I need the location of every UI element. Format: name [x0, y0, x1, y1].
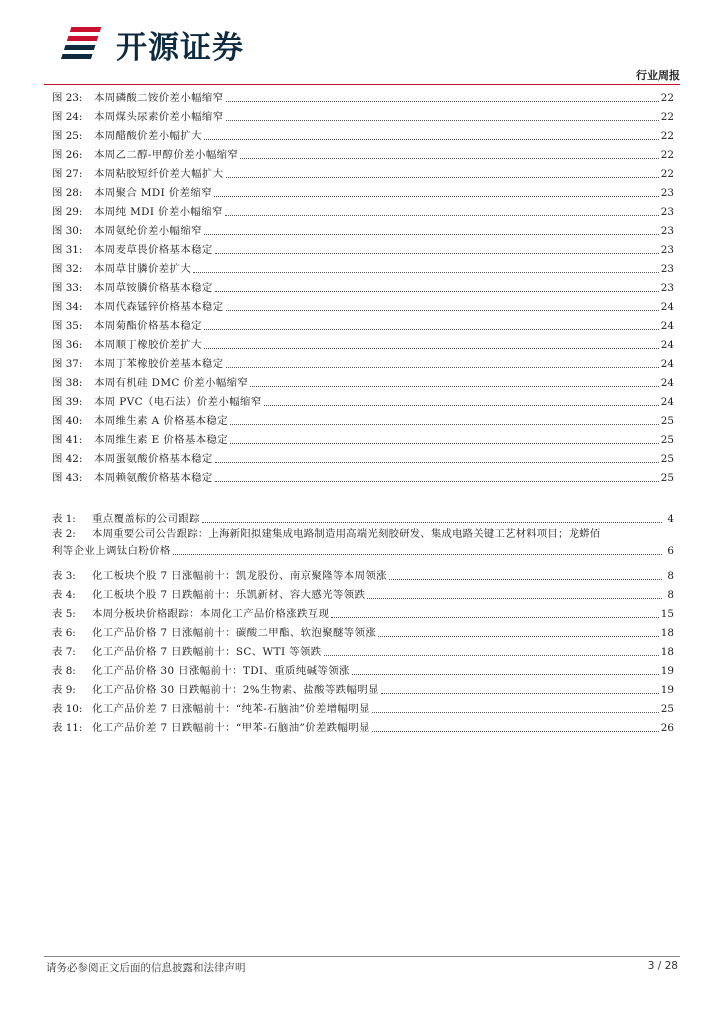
figure-label: 图 23: [52, 92, 83, 104]
figure-label: 图 25: [52, 130, 83, 142]
dot-leader [381, 693, 659, 694]
figure-label: 图 39: [52, 396, 83, 408]
dot-leader [250, 386, 659, 387]
page-header [0, 0, 724, 90]
dot-leader [389, 579, 662, 580]
figure-label: 图 43: [52, 472, 83, 484]
table-title: 本周分板块价格跟踪：本周化工产品价格涨跌互现 [92, 608, 330, 620]
table-title: 化工产品价格 30 日涨幅前十：TDI、重质纯碱等领涨 [92, 665, 350, 677]
figure-page: 23 [660, 225, 674, 237]
toc-table-entry[interactable] [52, 566, 674, 583]
figure-page: 22 [660, 92, 674, 104]
figure-page: 22 [660, 111, 674, 123]
dot-leader [372, 712, 659, 713]
table-label: 表 11: [52, 722, 83, 734]
figure-label: 图 33: [52, 282, 83, 294]
brand-logo [60, 22, 244, 67]
figure-label: 图 29: [52, 206, 83, 218]
dot-leader [331, 617, 658, 618]
table-title: 化工产品价格 7 日涨幅前十：碳酸二甲酯、软泡聚醚等领涨 [92, 627, 377, 639]
dot-leader [214, 196, 659, 197]
toc-figure-entry[interactable] [52, 107, 674, 124]
table-page: 6 [667, 545, 674, 557]
figure-title: 本周草甘膦价差扩大 [94, 263, 192, 275]
table-label: 表 5: [52, 608, 76, 620]
dot-leader [204, 329, 659, 330]
header-divider [44, 84, 680, 85]
figure-page: 25 [660, 415, 674, 427]
toc-table-entry[interactable] [52, 699, 674, 716]
toc-figure-entry[interactable] [52, 259, 674, 276]
dot-leader [324, 655, 659, 656]
toc-figure-entry[interactable] [52, 126, 674, 143]
footer-page-number: 3 / 28 [647, 960, 678, 972]
figure-title: 本周聚合 MDI 价差缩窄 [94, 187, 213, 199]
dot-leader [230, 443, 659, 444]
figure-title: 本周维生素 A 价格基本稳定 [94, 415, 229, 427]
table-page: 25 [660, 703, 674, 715]
figure-title: 本周乙二醇-甲醇价差小幅缩窄 [94, 149, 239, 161]
table-label: 表 4: [52, 589, 76, 601]
table-page: 8 [667, 589, 674, 601]
figure-title: 本周顺丁橡胶价差扩大 [94, 339, 202, 351]
figure-label: 图 24: [52, 111, 83, 123]
figure-page: 22 [660, 168, 674, 180]
table-title-continued: 利等企业上调钛白粉价格 [52, 545, 171, 557]
figure-title: 本周粘胶短纤价差大幅扩大 [94, 168, 224, 180]
table-page: 26 [660, 722, 674, 734]
dot-leader [367, 598, 662, 599]
dot-leader [215, 481, 659, 482]
table-title: 重点覆盖标的公司跟踪 [92, 513, 200, 525]
figure-label: 图 28: [52, 187, 83, 199]
kaiyuan-logo-icon [60, 25, 110, 65]
figure-page: 23 [660, 282, 674, 294]
figure-page: 23 [660, 206, 674, 218]
dot-leader [215, 462, 659, 463]
dot-leader [240, 158, 659, 159]
dot-leader [226, 120, 659, 121]
report-type: 行业周报 [636, 69, 680, 82]
figure-title: 本周氨纶价差小幅缩窄 [94, 225, 202, 237]
figure-label: 图 38: [52, 377, 83, 389]
dot-leader [226, 367, 659, 368]
figure-label: 图 40: [52, 415, 83, 427]
toc-figure-entry[interactable] [52, 164, 674, 181]
figure-page: 23 [660, 187, 674, 199]
figure-page: 24 [660, 301, 674, 313]
table-page: 19 [660, 665, 674, 677]
figure-page: 25 [660, 453, 674, 465]
toc-figure-entry[interactable] [52, 468, 674, 485]
figure-page: 25 [660, 472, 674, 484]
dot-leader [204, 348, 659, 349]
figure-title: 本周有机硅 DMC 价差小幅缩窄 [94, 377, 249, 389]
toc-figure-entry[interactable] [52, 354, 674, 371]
figure-title: 本周蛋氨酸价格基本稳定 [94, 453, 213, 465]
toc-figure-entry[interactable] [52, 297, 674, 314]
figure-title: 本周麦草畏价格基本稳定 [94, 244, 213, 256]
toc-figure-entry[interactable] [52, 88, 674, 105]
table-label: 表 6: [52, 627, 76, 639]
dot-leader [204, 139, 659, 140]
table-label: 表 10: [52, 703, 83, 715]
figure-title: 本周磷酸二铵价差小幅缩窄 [94, 92, 224, 104]
dot-leader [230, 424, 659, 425]
table-page: 4 [667, 513, 674, 525]
figure-title: 本周维生素 E 价格基本稳定 [94, 434, 229, 446]
figure-title: 本周草铵膦价格基本稳定 [94, 282, 213, 294]
figure-label: 图 32: [52, 263, 83, 275]
table-label: 表 7: [52, 646, 76, 658]
figure-label: 图 35: [52, 320, 83, 332]
figure-title: 本周菊酯价格基本稳定 [94, 320, 202, 332]
dot-leader [225, 215, 659, 216]
footer-divider [44, 956, 680, 957]
figure-label: 图 41: [52, 434, 83, 446]
figure-title: 本周煤头尿素价差小幅缩窄 [94, 111, 224, 123]
table-label: 表 2: [52, 528, 76, 540]
figure-page: 24 [660, 396, 674, 408]
table-label: 表 8: [52, 665, 76, 677]
dot-leader [193, 272, 659, 273]
table-title: 化工产品价格 7 日跌幅前十：SC、WTI 等领跌 [92, 646, 322, 658]
toc-table-entry[interactable] [52, 661, 674, 678]
figure-label: 图 26: [52, 149, 83, 161]
figure-page: 24 [660, 320, 674, 332]
toc-table-entry[interactable] [52, 718, 674, 735]
toc-table-entry[interactable] [52, 509, 674, 526]
dot-leader [202, 522, 662, 523]
table-page: 19 [660, 684, 674, 696]
figure-label: 图 27: [52, 168, 83, 180]
figure-label: 图 36: [52, 339, 83, 351]
table-page: 8 [667, 570, 674, 582]
table-title: 化工产品价格 30 日跌幅前十：2%生物素、盐酸等跌幅明显 [92, 684, 379, 696]
dot-leader [215, 291, 659, 292]
toc-table-entry[interactable] [52, 604, 674, 621]
figure-title: 本周醋酸价差小幅扩大 [94, 130, 202, 142]
toc-table-entry[interactable] [52, 528, 674, 558]
dot-leader [372, 731, 659, 732]
figure-page: 22 [660, 149, 674, 161]
dot-leader [264, 405, 659, 406]
toc-figure-entry[interactable] [52, 392, 674, 409]
dot-leader [352, 674, 659, 675]
figure-page: 23 [660, 244, 674, 256]
figure-page: 22 [660, 130, 674, 142]
figure-label: 图 30: [52, 225, 83, 237]
brand-name: 开源证券 [116, 30, 244, 66]
figure-label: 图 42: [52, 453, 83, 465]
toc-table-entry[interactable] [52, 623, 674, 640]
table-title: 化工产品价差 7 日跌幅前十：“甲苯-石脑油”价差跌幅明显 [92, 722, 370, 734]
figure-label: 图 31: [52, 244, 83, 256]
dot-leader [226, 177, 659, 178]
toc-table-entry[interactable] [52, 680, 674, 697]
figure-page: 24 [660, 377, 674, 389]
table-label: 表 1: [52, 513, 76, 525]
table-title: 化工板块个股 7 日跌幅前十：乐凯新材、容大感光等领跌 [92, 589, 366, 601]
table-page: 15 [660, 608, 674, 620]
table-title: 化工产品价差 7 日涨幅前十：“纯苯-石脑油”价差增幅明显 [92, 703, 370, 715]
figure-label: 图 34: [52, 301, 83, 313]
dot-leader [378, 636, 659, 637]
figure-title: 本周丁苯橡胶价差基本稳定 [94, 358, 224, 370]
figure-page: 24 [660, 339, 674, 351]
toc-figure-entry[interactable] [52, 240, 674, 257]
table-title: 本周重要公司公告跟踪：上海新阳拟建集成电路制造用高端光刻胶研发、集成电路关键工艺材料项目；龙蟒佰 [92, 528, 601, 540]
toc-figure-entry[interactable] [52, 221, 674, 238]
table-label: 表 9: [52, 684, 76, 696]
toc-figure-entry[interactable] [52, 430, 674, 447]
dot-leader [226, 101, 659, 102]
dot-leader [226, 310, 659, 311]
figure-label: 图 37: [52, 358, 83, 370]
dot-leader [173, 554, 662, 555]
toc-table-entry[interactable] [52, 642, 674, 659]
footer-disclaimer: 请务必参阅正文后面的信息披露和法律声明 [46, 962, 246, 974]
toc-figure-entry[interactable] [52, 335, 674, 352]
toc-figure-entry[interactable] [52, 202, 674, 219]
dot-leader [204, 234, 659, 235]
figure-title: 本周赖氨酸价格基本稳定 [94, 472, 213, 484]
table-title: 化工板块个股 7 日涨幅前十：凯龙股份、南京聚隆等本周领涨 [92, 570, 387, 582]
toc-figure-entry[interactable] [52, 278, 674, 295]
table-label: 表 3: [52, 570, 76, 582]
figure-page: 24 [660, 358, 674, 370]
toc-figure-entry[interactable] [52, 449, 674, 466]
figure-title: 本周代森锰锌价格基本稳定 [94, 301, 224, 313]
figure-page: 23 [660, 263, 674, 275]
toc-table-entry[interactable] [52, 585, 674, 602]
table-page: 18 [660, 646, 674, 658]
toc-figure-entry[interactable] [52, 411, 674, 428]
toc-figure-entry[interactable] [52, 316, 674, 333]
toc-figure-entry[interactable] [52, 183, 674, 200]
table-page: 18 [660, 627, 674, 639]
figure-page: 25 [660, 434, 674, 446]
toc-figure-entry[interactable] [52, 373, 674, 390]
figure-title: 本周 PVC（电石法）价差小幅缩窄 [94, 396, 262, 408]
toc-figure-entry[interactable] [52, 145, 674, 162]
figure-title: 本周纯 MDI 价差小幅缩窄 [94, 206, 223, 218]
dot-leader [215, 253, 659, 254]
